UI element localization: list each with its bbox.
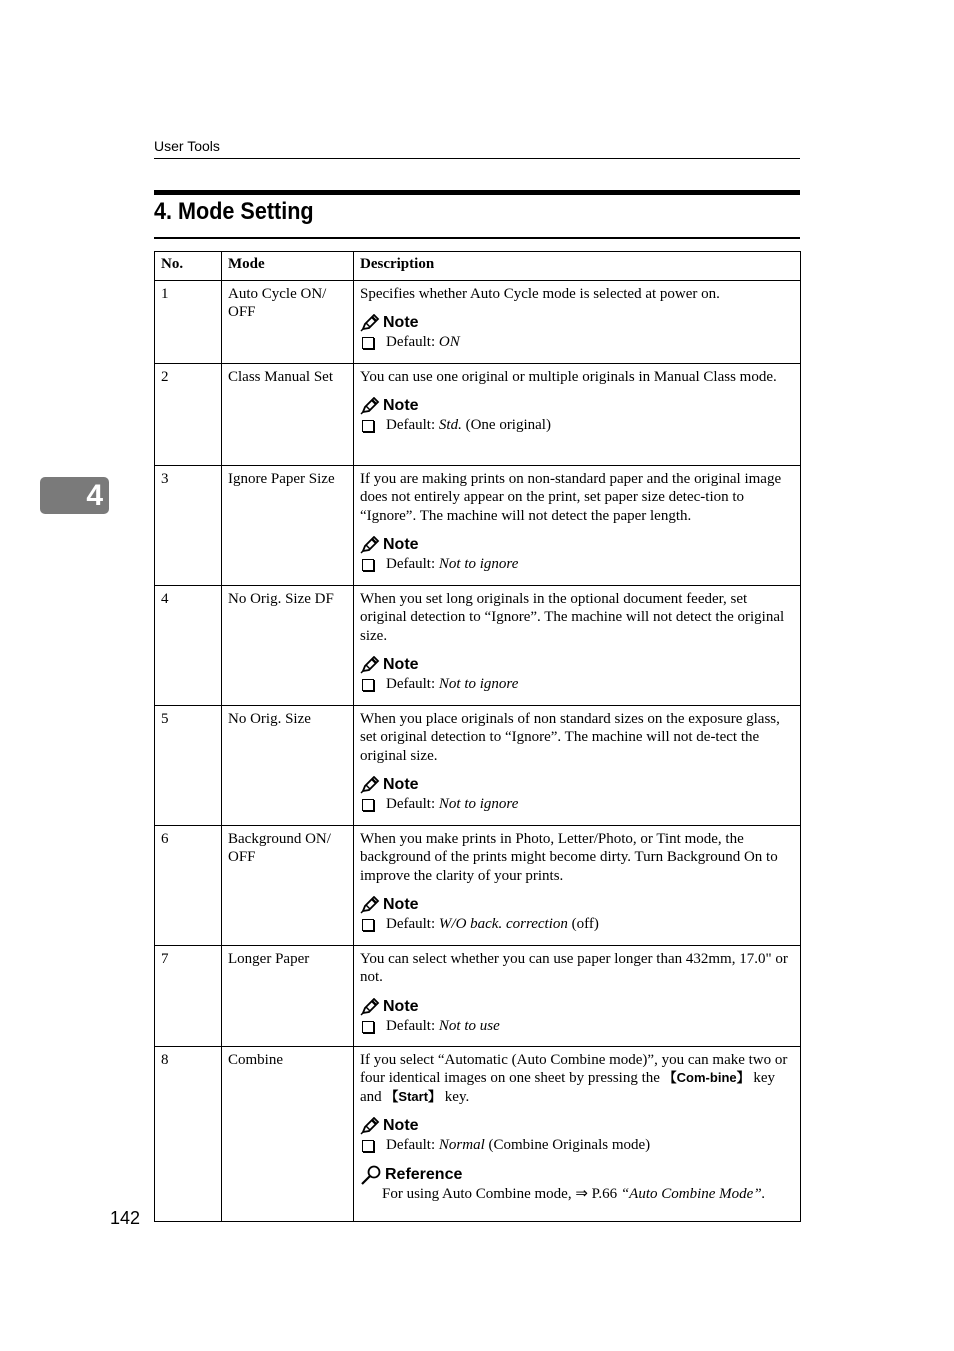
default-line: [360, 675, 794, 694]
row-number: 3: [155, 465, 222, 585]
default-label: Default:: [386, 676, 436, 692]
row-number: 2: [155, 363, 222, 465]
note-label: Note: [383, 397, 419, 414]
default-line: [360, 1136, 794, 1155]
default-extra: (Combine Originals mode): [484, 1137, 651, 1153]
note-heading: [360, 775, 794, 795]
note-label: Note: [383, 656, 419, 673]
checkbox-bullet-icon: [362, 420, 374, 432]
default-text: [386, 1136, 650, 1155]
checkbox-bullet-icon: [362, 1140, 374, 1152]
row-mode: Auto Cycle ON/ OFF: [222, 280, 354, 363]
note-heading: [360, 1116, 794, 1136]
column-header-no: No.: [155, 252, 222, 281]
default-label: Default:: [386, 334, 436, 350]
reference-heading: [360, 1165, 794, 1185]
pencil-note-icon: [360, 314, 380, 332]
note-heading: [360, 655, 794, 675]
row-description: [354, 825, 801, 945]
default-line: [360, 1017, 794, 1036]
combine-key-label: 【Com-bine】: [663, 1070, 750, 1085]
checkbox-bullet-icon: [362, 559, 374, 571]
pencil-note-icon: [360, 397, 380, 415]
default-label: Default:: [386, 1017, 436, 1034]
default-value: Not to ignore: [438, 676, 519, 692]
description-text: [360, 1051, 794, 1107]
row-mode: Longer Paper: [222, 945, 354, 1046]
note-heading: [360, 396, 794, 416]
default-value: Normal: [438, 1137, 485, 1153]
note-label: Note: [383, 896, 419, 913]
default-label: Default:: [386, 1137, 436, 1153]
row-number: 6: [155, 825, 222, 945]
checkbox-bullet-icon: [362, 1021, 374, 1033]
default-label: Default:: [386, 556, 436, 572]
description-text: When you make prints in Photo, Letter/Photo, or Tint mode, the background of the prints might become dirty. Turn Background On to improve the clarity of your prints.: [360, 830, 778, 884]
description-text: You can use one original or multiple originals in Manual Class mode.: [360, 368, 777, 385]
default-value: Std.: [438, 417, 462, 433]
row-description: [354, 465, 801, 585]
description-text: You can select whether you can use paper longer than 432mm, 17.0" or not.: [360, 950, 788, 985]
table-row: [155, 363, 801, 465]
row-number: 4: [155, 585, 222, 705]
running-header: User Tools: [154, 138, 220, 154]
title-rule-bottom: [154, 237, 800, 239]
description-text: Specifies whether Auto Cycle mode is selected at power on.: [360, 285, 720, 302]
default-value: W/O back. correction: [438, 916, 568, 932]
row-mode: No Orig. Size: [222, 705, 354, 825]
description-text: If you are making prints on non-standard paper and the original image does not entirely appear on the print, set paper size detec-tion to “Ignore”. The machine will not detect the paper length.: [360, 470, 782, 524]
default-text: [386, 416, 551, 435]
table-header-row: [155, 252, 801, 281]
column-header-mode: Mode: [222, 252, 354, 281]
row-number: 7: [155, 945, 222, 1046]
row-description: [354, 280, 801, 363]
default-line: [360, 555, 794, 574]
checkbox-bullet-icon: [362, 337, 374, 349]
row-mode: Background ON/ OFF: [222, 825, 354, 945]
default-text: [386, 915, 599, 934]
row-mode: Combine: [222, 1046, 354, 1221]
table-row: [155, 1046, 801, 1221]
row-mode: Ignore Paper Size: [222, 465, 354, 585]
default-label: Default:: [386, 916, 436, 932]
note-label: Note: [383, 1117, 419, 1134]
row-number: 8: [155, 1046, 222, 1221]
default-text: [386, 795, 518, 814]
default-line: [360, 795, 794, 814]
reference-text: [360, 1185, 794, 1204]
row-number: 1: [155, 280, 222, 363]
page-number: 142: [110, 1208, 141, 1228]
default-line: [360, 333, 794, 352]
header-rule: [154, 158, 800, 159]
row-description: [354, 363, 801, 465]
chapter-tab: 4: [40, 477, 109, 514]
default-value: Not to ignore: [438, 556, 519, 572]
default-label: Default:: [386, 417, 436, 433]
mode-setting-table: [154, 251, 801, 1222]
pencil-note-icon: [360, 536, 380, 554]
note-heading: [360, 895, 794, 915]
description-part: key.: [441, 1088, 470, 1105]
default-text: [386, 1017, 500, 1036]
description-part: If you select “Automatic (Auto Combine mode)”, you can make two or four identical images on one sheet by pressing the: [360, 1051, 788, 1086]
table-row: [155, 280, 801, 363]
pencil-note-icon: [360, 656, 380, 674]
note-heading: [360, 535, 794, 555]
reference-label: Reference: [385, 1166, 463, 1183]
title-rule-top: [154, 190, 800, 195]
reference-link: “Auto Combine Mode”.: [620, 1186, 766, 1202]
table-row: [155, 585, 801, 705]
description-text: When you place originals of non standard sizes on the exposure glass, set original detection to “Ignore”. The machine will not de-tect the original size.: [360, 710, 780, 764]
table-row: [155, 705, 801, 825]
magnifier-reference-icon: [360, 1165, 382, 1185]
default-extra: (off): [567, 916, 599, 932]
note-label: Note: [383, 776, 419, 793]
pencil-note-icon: [360, 776, 380, 794]
pencil-note-icon: [360, 896, 380, 914]
default-text: [386, 333, 460, 352]
reference-body: For using Auto Combine mode, ⇒ P.66: [382, 1186, 621, 1202]
note-heading: [360, 313, 794, 333]
checkbox-bullet-icon: [362, 799, 374, 811]
default-text: [386, 555, 518, 574]
default-value: Not to use: [438, 1017, 500, 1034]
table-row: [155, 945, 801, 1046]
default-value: Not to ignore: [438, 796, 519, 812]
pencil-note-icon: [360, 998, 380, 1016]
column-header-description: Description: [354, 252, 801, 281]
table-row: [155, 465, 801, 585]
row-description: [354, 945, 801, 1046]
description-part: key and: [360, 1070, 776, 1105]
note-label: Note: [383, 536, 419, 553]
checkbox-bullet-icon: [362, 679, 374, 691]
row-mode: No Orig. Size DF: [222, 585, 354, 705]
default-label: Default:: [386, 796, 436, 812]
pencil-note-icon: [360, 1117, 380, 1135]
default-line: [360, 915, 794, 934]
note-label: Note: [383, 314, 419, 331]
note-heading: [360, 997, 794, 1017]
start-key-label: 【Start】: [385, 1088, 442, 1104]
row-description: [354, 705, 801, 825]
default-line: [360, 416, 794, 435]
default-text: [386, 675, 518, 694]
page-title: 4. Mode Setting: [154, 198, 314, 225]
note-label: Note: [383, 997, 419, 1015]
row-number: 5: [155, 705, 222, 825]
default-extra: (One original): [461, 417, 551, 433]
table-row: [155, 825, 801, 945]
default-value: ON: [438, 334, 460, 350]
checkbox-bullet-icon: [362, 919, 374, 931]
row-description: [354, 1046, 801, 1221]
row-mode: Class Manual Set: [222, 363, 354, 465]
description-text: When you set long originals in the optional document feeder, set original detection to “Ignore”. The machine will not detect the original size.: [360, 590, 785, 644]
row-description: [354, 585, 801, 705]
